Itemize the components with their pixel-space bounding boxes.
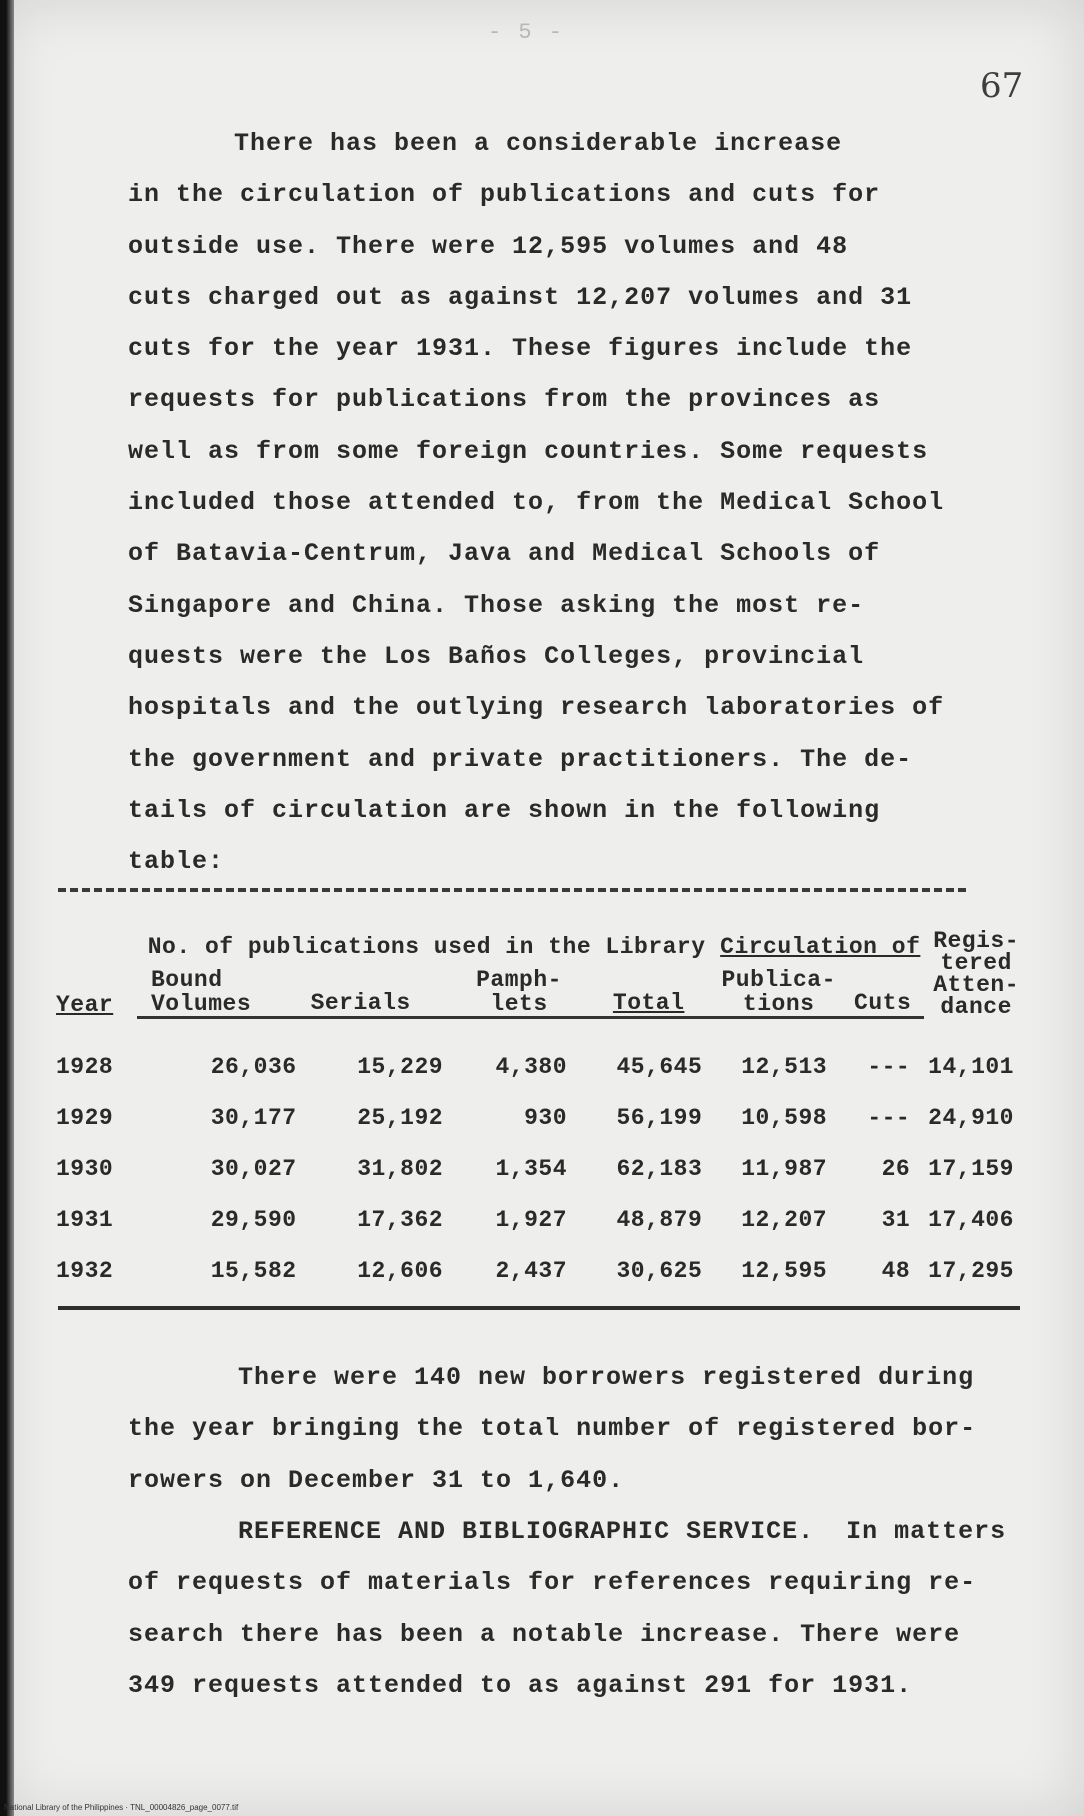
text-line: search there has been a notable increase. There were (128, 1619, 961, 1649)
cell-serials: 12,606 (357, 1257, 444, 1284)
header-cuts: Cuts (841, 960, 924, 1018)
text-line: the government and private practitioners. The de- (128, 744, 913, 774)
cell-pamphlets: 1,354 (495, 1155, 568, 1182)
text-line: There has been a considerable increase (234, 129, 843, 158)
cell-bound: 29,590 (210, 1206, 297, 1233)
text-line: quests were the Los Baños Colleges, provincial (128, 641, 865, 671)
top-page-mark: - 5 - (488, 20, 565, 45)
text-line: outside use. There were 12,595 volumes and 48 (128, 231, 849, 261)
header-pamphlets: Pamph- lets (457, 960, 581, 1018)
cell-attendance: 17,406 (928, 1206, 1014, 1233)
cell-year: 1930 (56, 1155, 114, 1182)
text-line: Singapore and China. Those asking the most re- (128, 590, 865, 620)
cell-publications: 12,207 (741, 1206, 828, 1233)
text-line: the year bringing the total number of registered bor- (128, 1414, 977, 1444)
paragraph-circulation (128, 118, 944, 887)
cell-pamphlets: 2,437 (495, 1257, 568, 1284)
text-line: hospitals and the outlying research laboratories of (128, 693, 945, 723)
header-year: Year (56, 991, 114, 1018)
scan-credit: National Library of the Philippines · TNL_00004826_page_0077.tif (4, 1803, 239, 1812)
cell-pamphlets: 930 (524, 1104, 568, 1131)
cell-total: 30,625 (616, 1257, 703, 1284)
cell-cuts: --- (867, 1053, 911, 1080)
text-line: rowers on December 31 to 1,640. (128, 1465, 625, 1495)
text-line: 349 requests attended to as against 291 for 1931. (128, 1670, 913, 1700)
cell-cuts: --- (867, 1104, 911, 1131)
header-publications: Publica- tions (716, 960, 841, 1018)
text-line: of Batavia-Centrum, Java and Medical Schools of (128, 539, 881, 569)
table-row (56, 1041, 1028, 1092)
page-number: 67 (980, 66, 1024, 106)
text-line: in the circulation of publications and cuts for (128, 180, 881, 210)
cell-attendance: 17,295 (928, 1257, 1014, 1284)
cell-bound: 15,582 (210, 1257, 297, 1284)
cell-serials: 15,229 (357, 1053, 444, 1080)
cell-pamphlets: 4,380 (495, 1053, 568, 1080)
cell-cuts: 26 (881, 1155, 911, 1182)
cell-cuts: 48 (881, 1257, 911, 1284)
cell-year: 1928 (56, 1053, 114, 1080)
cell-total: 48,879 (616, 1206, 703, 1233)
text-line: REFERENCE AND BIBLIOGRAPHIC SERVICE. In matters (238, 1517, 1007, 1546)
cell-publications: 12,513 (741, 1053, 828, 1080)
text-line: cuts for the year 1931. These figures include the (128, 334, 913, 364)
paragraph-reference-service (128, 1506, 1006, 1711)
table-header-row (56, 912, 1028, 960)
cell-serials: 25,192 (357, 1104, 444, 1131)
cell-bound: 30,027 (210, 1155, 297, 1182)
header-circulation-group: Circulation of (720, 934, 921, 960)
cell-serials: 17,362 (357, 1206, 444, 1233)
cell-serials: 31,802 (357, 1155, 444, 1182)
paragraph-borrowers (128, 1352, 976, 1506)
text-line: well as from some foreign countries. Some requests (128, 436, 929, 466)
table-top-dashed-rule (58, 888, 966, 892)
cell-attendance: 17,159 (928, 1155, 1014, 1182)
text-line: requests for publications from the provinces as (128, 385, 881, 415)
circulation-table (56, 912, 1028, 1296)
table-subheader-row (56, 960, 1028, 1018)
scan-edge (0, 0, 14, 1816)
header-serials: Serials (311, 960, 458, 1018)
table-row (56, 1143, 1028, 1194)
text-line: cuts charged out as against 12,207 volumes and 31 (128, 282, 913, 312)
header-library-group: No. of publications used in the Library (147, 934, 706, 960)
text-line: table: (128, 847, 225, 877)
cell-year: 1931 (56, 1206, 114, 1233)
table-spacer-row (56, 1018, 1028, 1042)
cell-attendance: 14,101 (928, 1053, 1014, 1080)
cell-pamphlets: 1,927 (495, 1206, 568, 1233)
table-row (56, 1194, 1028, 1245)
cell-year: 1932 (56, 1257, 114, 1284)
cell-year: 1929 (56, 1104, 114, 1131)
cell-publications: 11,987 (741, 1155, 828, 1182)
table-row (56, 1245, 1028, 1296)
table-row (56, 1092, 1028, 1143)
cell-bound: 26,036 (210, 1053, 297, 1080)
text-line: of requests of materials for references requiring re- (128, 1568, 977, 1598)
cell-publications: 12,595 (741, 1257, 828, 1284)
header-total: Total (581, 960, 716, 1018)
cell-publications: 10,598 (741, 1104, 828, 1131)
text-line: tails of circulation are shown in the following (128, 795, 881, 825)
text-line: included those attended to, from the Medical School (128, 488, 945, 518)
cell-bound: 30,177 (210, 1104, 297, 1131)
cell-total: 45,645 (616, 1053, 703, 1080)
cell-cuts: 31 (881, 1206, 911, 1233)
cell-attendance: 24,910 (928, 1104, 1014, 1131)
cell-total: 56,199 (616, 1104, 703, 1131)
section-heading: REFERENCE AND BIBLIOGRAPHIC SERVICE. (238, 1517, 815, 1546)
header-registered-attendance: Regis- tered Atten- dance (933, 927, 1020, 1020)
cell-total: 62,183 (616, 1155, 703, 1182)
table-bottom-rule (58, 1306, 1020, 1310)
text-line: There were 140 new borrowers registered during (238, 1363, 975, 1392)
header-bound-volumes: Bound Volumes (137, 960, 311, 1018)
